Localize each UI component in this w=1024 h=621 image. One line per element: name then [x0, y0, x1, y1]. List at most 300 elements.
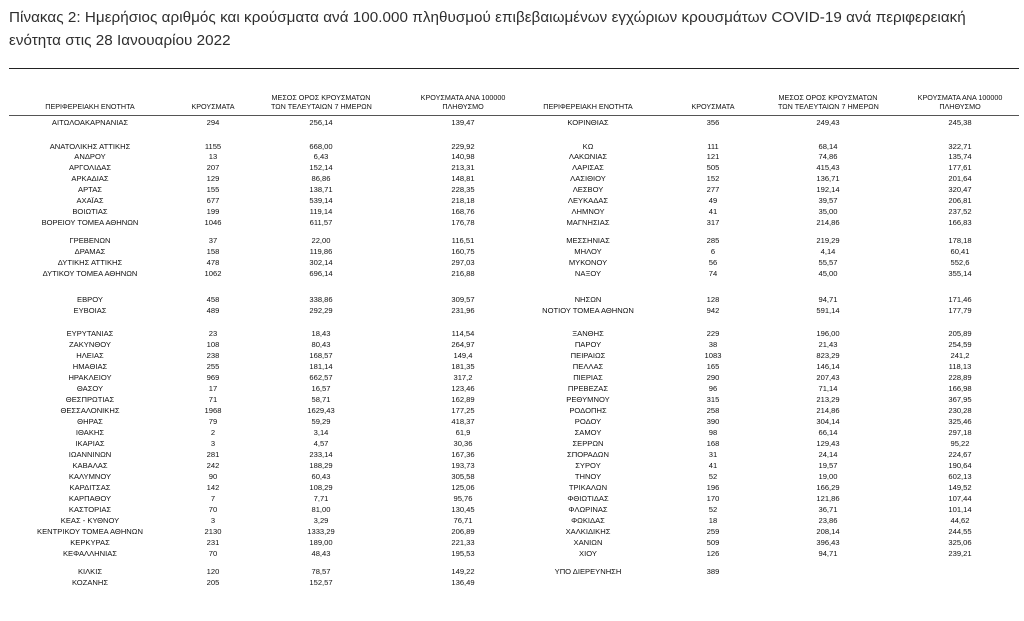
left-cell-per100k: 195,53 [451, 549, 475, 558]
top-rule [9, 68, 1019, 69]
right-cell-avg7: 36,71 [818, 505, 838, 514]
left-cell-cases: 281 [206, 450, 220, 459]
right-cell-per100k: 107,44 [948, 494, 972, 503]
right-cell-per100k: 171,46 [948, 295, 972, 304]
right-cell-per100k: 322,71 [948, 142, 972, 151]
left-cell-region: ΑΙΤΩΛΟΑΚΑΡΝΑΝΙΑΣ [51, 118, 129, 127]
left-cell-per100k: 168,76 [451, 207, 475, 216]
left-cell-avg7: 48,43 [311, 549, 331, 558]
left-cell-avg7: 188,29 [309, 461, 333, 470]
left-cell-region: ΑΡΓΟΛΙΔΑΣ [68, 163, 112, 172]
right-cell-per100k: 205,89 [948, 329, 972, 338]
right-cell-per100k: 325,46 [948, 417, 972, 426]
right-cell-region: ΜΑΓΝΗΣΙΑΣ [566, 218, 610, 227]
left-cell-per100k: 116,51 [451, 236, 475, 245]
left-cell-region: ΗΜΑΘΙΑΣ [72, 362, 108, 371]
right-cell-region: ΝΑΞΟΥ [574, 269, 602, 278]
right-cell-region: ΡΟΔΟΠΗΣ [569, 406, 607, 415]
left-cell-per100k: 149,4 [453, 351, 473, 360]
left-cell-avg7: 611,57 [309, 218, 333, 227]
left-cell-region: ΚΑΡΔΙΤΣΑΣ [69, 483, 111, 492]
left-cell-per100k: 221,33 [451, 538, 475, 547]
left-cell-cases: 489 [206, 306, 220, 315]
left-cell-avg7: 78,57 [311, 567, 331, 576]
right-cell-per100k: 602,13 [948, 472, 972, 481]
left-cell-avg7: 696,14 [309, 269, 333, 278]
left-cell-per100k: 216,88 [451, 269, 475, 278]
right-cell-avg7: 823,29 [816, 351, 840, 360]
left-cell-per100k: 30,36 [453, 439, 473, 448]
right-cell-avg7: 214,86 [816, 218, 840, 227]
left-cell-per100k: 125,06 [451, 483, 475, 492]
left-cell-per100k: 229,92 [451, 142, 475, 151]
right-cell-avg7: 39,57 [818, 196, 838, 205]
left-cell-cases: 142 [206, 483, 220, 492]
right-cell-per100k: 320,47 [948, 185, 972, 194]
left-cell-region: ΚΕΑΣ - ΚΥΘΝΟΥ [60, 516, 120, 525]
left-cell-per100k: 114,54 [451, 329, 475, 338]
left-cell-per100k: 297,03 [451, 258, 475, 267]
right-cell-region: ΡΟΔΟΥ [574, 417, 602, 426]
left-cell-region: ΕΥΒΟΙΑΣ [73, 306, 107, 315]
right-cell-cases: 277 [706, 185, 720, 194]
right-cell-per100k: 228,89 [948, 373, 972, 382]
header-rule [9, 115, 1019, 116]
left-cell-region: ΑΡΤΑΣ [78, 185, 102, 194]
left-cell-cases: 2 [210, 428, 216, 437]
left-cell-avg7: 3,14 [313, 428, 329, 437]
right-cell-per100k: 135,74 [948, 152, 972, 161]
right-cell-cases: 315 [706, 395, 720, 404]
left-cell-cases: 13 [208, 152, 218, 161]
right-cell-avg7: 71,14 [818, 384, 838, 393]
right-cell-avg7: 136,71 [816, 174, 840, 183]
right-cell-avg7: 591,14 [816, 306, 840, 315]
left-cell-region: ΘΕΣΣΑΛΟΝΙΚΗΣ [60, 406, 120, 415]
right-cell-cases: 258 [706, 406, 720, 415]
right-cell-per100k: 177,79 [948, 306, 972, 315]
left-cell-avg7: 22,00 [311, 236, 331, 245]
right-cell-region: ΣΠΟΡΑΔΩΝ [567, 450, 609, 459]
right-cell-per100k: 95,22 [950, 439, 970, 448]
left-cell-avg7: 1333,29 [307, 527, 335, 536]
right-cell-avg7: 121,86 [816, 494, 840, 503]
left-cell-avg7: 152,57 [309, 578, 333, 587]
right-cell-per100k: 552,6 [950, 258, 970, 267]
left-cell-region: ΘΕΣΠΡΩΤΙΑΣ [65, 395, 115, 404]
left-cell-region: ΗΛΕΙΑΣ [76, 351, 104, 360]
left-cell-region: ΕΥΡΥΤΑΝΙΑΣ [66, 329, 114, 338]
left-cell-cases: 207 [206, 163, 220, 172]
left-cell-cases: 1046 [204, 218, 222, 227]
right-cell-cases: 121 [706, 152, 720, 161]
right-cell-cases: 41 [708, 207, 718, 216]
left-cell-avg7: 181,14 [309, 362, 333, 371]
left-cell-per100k: 228,35 [451, 185, 475, 194]
left-cell-avg7: 1629,43 [307, 406, 335, 415]
left-cell-region: ΒΟΡΕΙΟΥ ΤΟΜΕΑ ΑΘΗΝΩΝ [41, 218, 139, 227]
left-cell-cases: 242 [206, 461, 220, 470]
right-cell-avg7: 94,71 [818, 295, 838, 304]
right-cell-region: ΧΑΛΚΙΔΙΚΗΣ [565, 527, 611, 536]
left-cell-region: ΔΥΤΙΚΟΥ ΤΟΜΕΑ ΑΘΗΝΩΝ [42, 269, 138, 278]
right-cell-region: ΜΕΣΣΗΝΙΑΣ [566, 236, 610, 245]
right-cell-cases: 18 [708, 516, 718, 525]
left-cell-per100k: 177,25 [451, 406, 475, 415]
right-cell-cases: 229 [706, 329, 720, 338]
left-cell-per100k: 160,75 [451, 247, 475, 256]
right-cell-region: ΠΡΕΒΕΖΑΣ [567, 384, 609, 393]
left-cell-cases: 120 [206, 567, 220, 576]
left-cell-avg7: 662,57 [309, 373, 333, 382]
left-header-avg7-2: ΤΩΝ ΤΕΛΕΥΤΑΙΩΝ 7 ΗΜΕΡΩΝ [271, 102, 372, 111]
left-cell-region: ΚΑΣΤΟΡΙΑΣ [68, 505, 112, 514]
right-cell-region: ΜΗΛΟΥ [574, 247, 602, 256]
right-cell-per100k: 166,98 [948, 384, 972, 393]
right-cell-cases: 390 [706, 417, 720, 426]
right-cell-avg7: 129,43 [816, 439, 840, 448]
left-cell-region: ΑΝΑΤΟΛΙΚΗΣ ΑΤΤΙΚΗΣ [49, 142, 131, 151]
left-cell-avg7: 256,14 [309, 118, 333, 127]
right-cell-per100k: 190,64 [948, 461, 972, 470]
left-cell-region: ΘΑΣΟΥ [76, 384, 104, 393]
left-cell-region: ΚΕΡΚΥΡΑΣ [70, 538, 110, 547]
right-cell-per100k: 224,67 [948, 450, 972, 459]
left-cell-per100k: 136,49 [451, 578, 475, 587]
left-cell-cases: 677 [206, 196, 220, 205]
right-cell-per100k: 44,62 [950, 516, 970, 525]
left-cell-avg7: 86,86 [311, 174, 331, 183]
right-cell-cases: 31 [708, 450, 718, 459]
left-cell-cases: 231 [206, 538, 220, 547]
right-cell-region: ΞΑΝΘΗΣ [572, 329, 604, 338]
left-cell-per100k: 130,45 [451, 505, 475, 514]
right-header-cases: ΚΡΟΥΣΜΑΤΑ [691, 102, 735, 111]
left-cell-region: ΑΧΑΪΑΣ [76, 196, 104, 205]
right-cell-per100k: 101,14 [948, 505, 972, 514]
right-cell-region: ΛΗΜΝΟΥ [571, 207, 605, 216]
right-cell-region: ΧΑΝΙΩΝ [573, 538, 603, 547]
left-cell-avg7: 58,71 [311, 395, 331, 404]
right-cell-per100k: 325,06 [948, 538, 972, 547]
left-cell-avg7: 168,57 [309, 351, 333, 360]
left-cell-region: ΗΡΑΚΛΕΙΟΥ [68, 373, 112, 382]
right-cell-cases: 196 [706, 483, 720, 492]
left-cell-cases: 70 [208, 549, 218, 558]
right-cell-avg7: 4,14 [820, 247, 836, 256]
left-cell-region: ΑΡΚΑΔΙΑΣ [71, 174, 109, 183]
left-cell-per100k: 149,22 [451, 567, 475, 576]
right-cell-region: ΛΕΥΚΑΔΑΣ [567, 196, 609, 205]
left-cell-cases: 478 [206, 258, 220, 267]
right-cell-region: ΣΥΡΟΥ [575, 461, 601, 470]
left-cell-per100k: 95,76 [453, 494, 473, 503]
left-cell-cases: 155 [206, 185, 220, 194]
right-cell-avg7: 66,14 [818, 428, 838, 437]
right-cell-cases: 290 [706, 373, 720, 382]
left-cell-avg7: 233,14 [309, 450, 333, 459]
left-cell-cases: 79 [208, 417, 218, 426]
right-cell-avg7: 219,29 [816, 236, 840, 245]
left-cell-avg7: 4,57 [313, 439, 329, 448]
left-cell-avg7: 292,29 [309, 306, 333, 315]
left-header-cases: ΚΡΟΥΣΜΑΤΑ [191, 102, 235, 111]
right-cell-cases: 389 [706, 567, 720, 576]
left-cell-region: ΔΡΑΜΑΣ [74, 247, 106, 256]
right-cell-region: ΦΛΩΡΙΝΑΣ [568, 505, 608, 514]
right-cell-cases: 505 [706, 163, 720, 172]
right-cell-avg7: 396,43 [816, 538, 840, 547]
right-cell-region: ΛΕΣΒΟΥ [572, 185, 604, 194]
right-cell-per100k: 149,52 [948, 483, 972, 492]
left-cell-avg7: 18,43 [311, 329, 331, 338]
right-cell-cases: 56 [708, 258, 718, 267]
left-cell-avg7: 16,57 [311, 384, 331, 393]
right-cell-avg7: 45,00 [818, 269, 838, 278]
right-cell-avg7: 304,14 [816, 417, 840, 426]
right-cell-cases: 152 [706, 174, 720, 183]
left-cell-cases: 158 [206, 247, 220, 256]
right-cell-cases: 41 [708, 461, 718, 470]
right-cell-cases: 317 [706, 218, 720, 227]
left-cell-avg7: 3,29 [313, 516, 329, 525]
right-cell-region: ΦΩΚΙΔΑΣ [571, 516, 605, 525]
right-cell-per100k: 245,38 [948, 118, 972, 127]
left-cell-region: ΓΡΕΒΕΝΩΝ [69, 236, 111, 245]
right-header-avg7-1: ΜΕΣΟΣ ΟΡΟΣ ΚΡΟΥΣΜΑΤΩΝ [778, 93, 878, 102]
left-cell-per100k: 309,57 [451, 295, 475, 304]
left-cell-cases: 108 [206, 340, 220, 349]
right-cell-cases: 168 [706, 439, 720, 448]
right-cell-avg7: 213,29 [816, 395, 840, 404]
right-cell-per100k: 244,55 [948, 527, 972, 536]
right-header-per100k-2: ΠΛΗΘΥΣΜΟ [939, 102, 981, 111]
left-cell-cases: 294 [206, 118, 220, 127]
right-cell-per100k: 237,52 [948, 207, 972, 216]
right-cell-cases: 96 [708, 384, 718, 393]
right-cell-region: ΠΕΛΛΑΣ [572, 362, 604, 371]
right-cell-cases: 111 [707, 142, 719, 151]
left-cell-region: ΚΑΛΥΜΝΟΥ [68, 472, 112, 481]
right-cell-avg7: 208,14 [816, 527, 840, 536]
left-cell-per100k: 123,46 [451, 384, 475, 393]
left-cell-per100k: 176,78 [451, 218, 475, 227]
left-cell-avg7: 7,71 [313, 494, 329, 503]
left-cell-avg7: 80,43 [311, 340, 331, 349]
right-cell-region: ΜΥΚΟΝΟΥ [568, 258, 608, 267]
left-cell-per100k: 213,31 [451, 163, 475, 172]
right-cell-cases: 509 [706, 538, 720, 547]
left-cell-per100k: 162,89 [451, 395, 475, 404]
left-cell-cases: 23 [208, 329, 218, 338]
left-cell-cases: 2130 [204, 527, 222, 536]
left-cell-cases: 1968 [204, 406, 222, 415]
left-cell-per100k: 418,37 [451, 417, 475, 426]
right-cell-cases: 98 [708, 428, 718, 437]
left-cell-cases: 458 [206, 295, 220, 304]
right-cell-region: ΦΘΙΩΤΙΔΑΣ [567, 494, 609, 503]
right-cell-cases: 942 [706, 306, 720, 315]
left-cell-region: ΚΑΡΠΑΘΟΥ [68, 494, 112, 503]
left-cell-per100k: 317,2 [453, 373, 473, 382]
left-header-avg7-1: ΜΕΣΟΣ ΟΡΟΣ ΚΡΟΥΣΜΑΤΩΝ [271, 93, 371, 102]
right-cell-per100k: 254,59 [948, 340, 972, 349]
left-header-per100k-1: ΚΡΟΥΣΜΑΤΑ ΑΝΑ 100000 [420, 93, 506, 102]
left-cell-avg7: 539,14 [309, 196, 333, 205]
right-cell-region: ΠΑΡΟΥ [574, 340, 602, 349]
left-cell-region: ΚΕΝΤΡΙΚΟΥ ΤΟΜΕΑ ΑΘΗΝΩΝ [37, 527, 143, 536]
right-cell-cases: 49 [708, 196, 718, 205]
left-cell-avg7: 138,71 [309, 185, 333, 194]
left-cell-avg7: 302,14 [309, 258, 333, 267]
left-cell-per100k: 206,89 [451, 527, 475, 536]
left-cell-per100k: 231,96 [451, 306, 475, 315]
right-cell-region: ΥΠΟ ΔΙΕΡΕΥΝΗΣΗ [554, 567, 622, 576]
left-cell-avg7: 668,00 [309, 142, 333, 151]
right-cell-region: ΝΗΣΩΝ [574, 295, 602, 304]
right-cell-region: ΛΑΣΙΘΙΟΥ [570, 174, 606, 183]
right-cell-per100k: 239,21 [948, 549, 972, 558]
left-cell-region: ΑΝΔΡΟΥ [74, 152, 106, 161]
left-cell-per100k: 181,35 [451, 362, 475, 371]
right-cell-region: ΡΕΘΥΜΝΟΥ [566, 395, 610, 404]
left-cell-cases: 1062 [204, 269, 222, 278]
left-cell-cases: 205 [206, 578, 220, 587]
right-cell-region: ΣΑΜΟΥ [574, 428, 602, 437]
right-cell-region: ΤΡΙΚΑΛΩΝ [568, 483, 608, 492]
left-cell-per100k: 76,71 [453, 516, 473, 525]
right-cell-avg7: 146,14 [816, 362, 840, 371]
left-cell-per100k: 193,73 [451, 461, 475, 470]
right-cell-avg7: 19,57 [818, 461, 838, 470]
left-cell-cases: 70 [208, 505, 218, 514]
left-cell-cases: 71 [208, 395, 218, 404]
right-cell-cases: 356 [706, 118, 720, 127]
left-cell-region: ΔΥΤΙΚΗΣ ΑΤΤΙΚΗΣ [57, 258, 123, 267]
left-cell-avg7: 119,14 [309, 207, 333, 216]
left-cell-cases: 3 [210, 439, 216, 448]
right-cell-per100k: 297,18 [948, 428, 972, 437]
right-cell-region: ΠΕΙΡΑΙΩΣ [570, 351, 606, 360]
right-cell-region: ΚΟΡΙΝΘΙΑΣ [567, 118, 609, 127]
right-cell-region: ΛΑΡΙΣΑΣ [572, 163, 604, 172]
right-cell-cases: 52 [708, 505, 718, 514]
left-cell-avg7: 189,00 [309, 538, 333, 547]
right-cell-avg7: 21,43 [818, 340, 838, 349]
right-cell-per100k: 177,61 [948, 163, 972, 172]
left-cell-avg7: 6,43 [313, 152, 329, 161]
left-cell-per100k: 61,9 [455, 428, 471, 437]
left-cell-cases: 969 [206, 373, 220, 382]
left-cell-cases: 3 [210, 516, 216, 525]
right-cell-region: ΣΕΡΡΩΝ [572, 439, 604, 448]
right-cell-per100k: 166,83 [948, 218, 972, 227]
left-cell-per100k: 148,81 [451, 174, 475, 183]
right-cell-avg7: 23,86 [818, 516, 838, 525]
right-cell-per100k: 201,64 [948, 174, 972, 183]
left-cell-cases: 37 [208, 236, 218, 245]
left-cell-avg7: 108,29 [309, 483, 333, 492]
right-header-avg7-2: ΤΩΝ ΤΕΛΕΥΤΑΙΩΝ 7 ΗΜΕΡΩΝ [778, 102, 879, 111]
right-cell-per100k: 178,18 [948, 236, 972, 245]
right-cell-cases: 74 [708, 269, 718, 278]
left-cell-per100k: 218,18 [451, 196, 475, 205]
right-cell-avg7: 415,43 [816, 163, 840, 172]
right-cell-avg7: 94,71 [818, 549, 838, 558]
right-cell-avg7: 196,00 [816, 329, 840, 338]
left-cell-region: ΚΟΖΑΝΗΣ [71, 578, 109, 587]
right-cell-avg7: 192,14 [816, 185, 840, 194]
left-cell-avg7: 338,86 [309, 295, 333, 304]
right-cell-per100k: 241,2 [950, 351, 970, 360]
right-cell-avg7: 166,29 [816, 483, 840, 492]
left-cell-avg7: 119,86 [309, 247, 333, 256]
right-cell-cases: 126 [706, 549, 720, 558]
left-cell-avg7: 152,14 [309, 163, 333, 172]
left-cell-cases: 129 [206, 174, 220, 183]
page-title: Πίνακας 2: Ημερήσιος αριθμός και κρούσματα ανά 100.000 πληθυσμού επιβεβαιωμένων εγχώριων κρουσμάτων COVID-19 ανά περιφερειακή ενότητα στις 28 Ιανουαρίου 2022 [9, 9, 966, 49]
right-cell-avg7: 207,43 [816, 373, 840, 382]
left-cell-avg7: 59,29 [311, 417, 331, 426]
right-cell-region: ΝΟΤΙΟΥ ΤΟΜΕΑ ΑΘΗΝΩΝ [542, 306, 634, 315]
left-header-region: ΠΕΡΙΦΕΡΕΙΑΚΗ ΕΝΟΤΗΤΑ [45, 102, 135, 111]
right-cell-avg7: 249,43 [816, 118, 840, 127]
right-cell-avg7: 214,86 [816, 406, 840, 415]
left-cell-cases: 7 [210, 494, 216, 503]
right-cell-avg7: 68,14 [818, 142, 838, 151]
right-cell-avg7: 74,86 [818, 152, 838, 161]
left-cell-cases: 238 [206, 351, 220, 360]
right-cell-per100k: 60,41 [950, 247, 970, 256]
right-cell-per100k: 206,81 [948, 196, 972, 205]
right-cell-per100k: 230,28 [948, 406, 972, 415]
right-cell-cases: 52 [708, 472, 718, 481]
left-cell-cases: 90 [208, 472, 218, 481]
left-cell-region: ΒΟΙΩΤΙΑΣ [72, 207, 108, 216]
left-cell-per100k: 264,97 [451, 340, 475, 349]
right-cell-cases: 6 [710, 247, 716, 256]
right-cell-region: ΠΙΕΡΙΑΣ [573, 373, 603, 382]
left-cell-region: ΙΘΑΚΗΣ [75, 428, 105, 437]
left-cell-region: ΖΑΚΥΝΘΟΥ [69, 340, 111, 349]
left-cell-region: ΘΗΡΑΣ [77, 417, 103, 426]
left-cell-region: ΚΙΛΚΙΣ [77, 567, 103, 576]
left-cell-cases: 255 [206, 362, 220, 371]
right-cell-region: ΛΑΚΩΝΙΑΣ [568, 152, 608, 161]
left-cell-cases: 1155 [204, 142, 222, 151]
right-cell-cases: 170 [706, 494, 720, 503]
left-cell-region: ΙΚΑΡΙΑΣ [75, 439, 105, 448]
right-cell-cases: 38 [708, 340, 718, 349]
right-cell-cases: 165 [706, 362, 720, 371]
right-cell-avg7: 35,00 [818, 207, 838, 216]
right-cell-region: ΧΙΟΥ [579, 549, 597, 558]
left-cell-region: ΚΑΒΑΛΑΣ [72, 461, 108, 470]
left-cell-per100k: 140,98 [451, 152, 475, 161]
left-cell-cases: 17 [208, 384, 218, 393]
left-cell-region: ΕΒΡΟΥ [77, 295, 103, 304]
left-cell-per100k: 139,47 [451, 118, 475, 127]
left-cell-cases: 199 [206, 207, 220, 216]
right-cell-avg7: 19,00 [818, 472, 838, 481]
right-cell-avg7: 24,14 [818, 450, 838, 459]
left-cell-region: ΙΩΑΝΝΙΝΩΝ [68, 450, 112, 459]
left-cell-per100k: 305,58 [451, 472, 475, 481]
right-cell-cases: 259 [706, 527, 720, 536]
right-header-per100k-1: ΚΡΟΥΣΜΑΤΑ ΑΝΑ 100000 [917, 93, 1003, 102]
left-header-per100k-2: ΠΛΗΘΥΣΜΟ [442, 102, 484, 111]
right-cell-per100k: 118,13 [948, 362, 972, 371]
